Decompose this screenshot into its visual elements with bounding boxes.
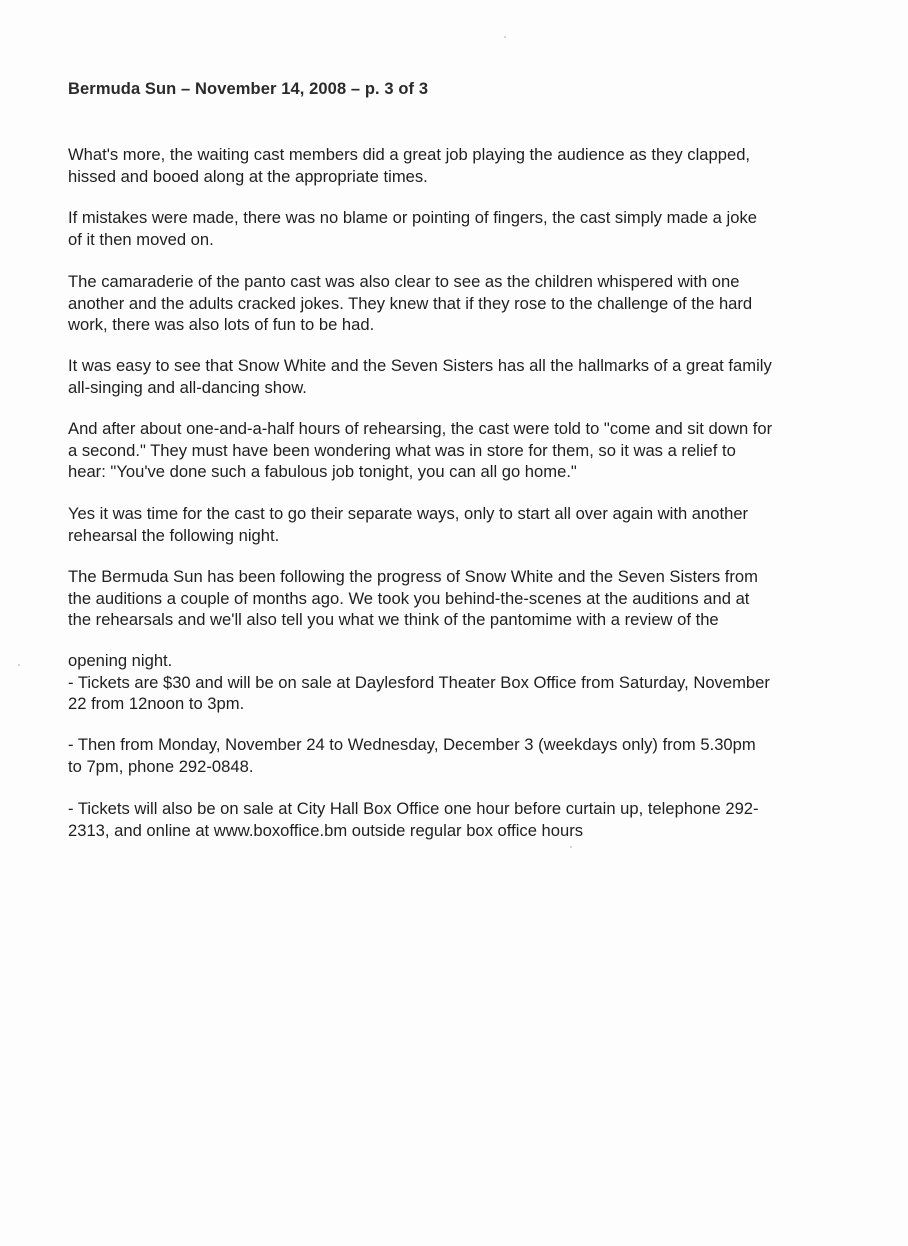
paragraph-line: 2313, and online at www.boxoffice.bm outside regular box office hours [68, 820, 584, 840]
paragraph-line: another and the adults cracked jokes. They knew that if they rose to the challenge of the hard [68, 293, 753, 313]
page-header: Bermuda Sun – November 14, 2008 – p. 3 of 3 [68, 80, 429, 98]
paragraph-line: - Tickets will also be on sale at City Hall Box Office one hour before curtain up, telephone 292- [68, 799, 759, 818]
paragraph-1 [68, 144, 868, 187]
paragraph-line: to 7pm, phone 292-0848. [68, 756, 254, 776]
paragraph-line: the auditions a couple of months ago. We took you behind-the-scenes at the auditions and at [68, 588, 750, 608]
paragraph-line: The camaraderie of the panto cast was also clear to see as the children whispered with one [68, 272, 740, 291]
paragraph-line: What's more, the waiting cast members did a great job playing the audience as they clapped, [68, 145, 751, 164]
paragraph-line: rehearsal the following night. [68, 525, 280, 545]
paragraph-2 [68, 207, 868, 250]
paragraph-line: of it then moved on. [68, 229, 214, 249]
paragraph-line: And after about one-and-a-half hours of rehearsing, the cast were told to "come and sit down for [68, 419, 773, 438]
paragraph-8 [68, 650, 868, 715]
paragraph-line: hissed and booed along at the appropriate times. [68, 166, 428, 186]
paragraph-line: a second." They must have been wondering what was in store for them, so it was a relief to [68, 440, 736, 460]
paragraph-line: work, there was also lots of fun to be had. [68, 315, 375, 334]
paragraph-line: Yes it was time for the cast to go their separate ways, only to start all over again with another [68, 504, 749, 523]
paragraph-line: If mistakes were made, there was no blame or pointing of fingers, the cast simply made a joke [68, 208, 757, 227]
paragraph-line: opening night. [68, 651, 173, 670]
paragraph-line: - Tickets are $30 and will be on sale at Daylesford Theater Box Office from Saturday, November [68, 672, 770, 692]
paragraph-10 [68, 798, 868, 841]
paragraph-line: hear: "You've done such a fabulous job tonight, you can all go home." [68, 462, 577, 481]
paragraph-4 [68, 355, 868, 398]
paragraph-9 [68, 734, 868, 777]
paragraph-line: the rehearsals and we'll also tell you what we think of the pantomime with a review of the [68, 610, 719, 629]
paragraph-3 [68, 271, 868, 336]
paragraph-7 [68, 566, 868, 631]
scan-speck [504, 36, 506, 38]
paragraph-line: all-singing and all-dancing show. [68, 377, 307, 397]
scan-speck [570, 846, 572, 848]
paragraph-line: The Bermuda Sun has been following the progress of Snow White and the Seven Sisters from [68, 567, 758, 586]
paragraph-6 [68, 503, 868, 546]
scan-speck [18, 664, 20, 666]
paragraph-line: 22 from 12noon to 3pm. [68, 694, 245, 713]
paragraph-line: - Then from Monday, November 24 to Wednesday, December 3 (weekdays only) from 5.30pm [68, 735, 756, 754]
paragraph-5 [68, 418, 868, 483]
paragraph-line: It was easy to see that Snow White and the Seven Sisters has all the hallmarks of a great family [68, 356, 772, 375]
